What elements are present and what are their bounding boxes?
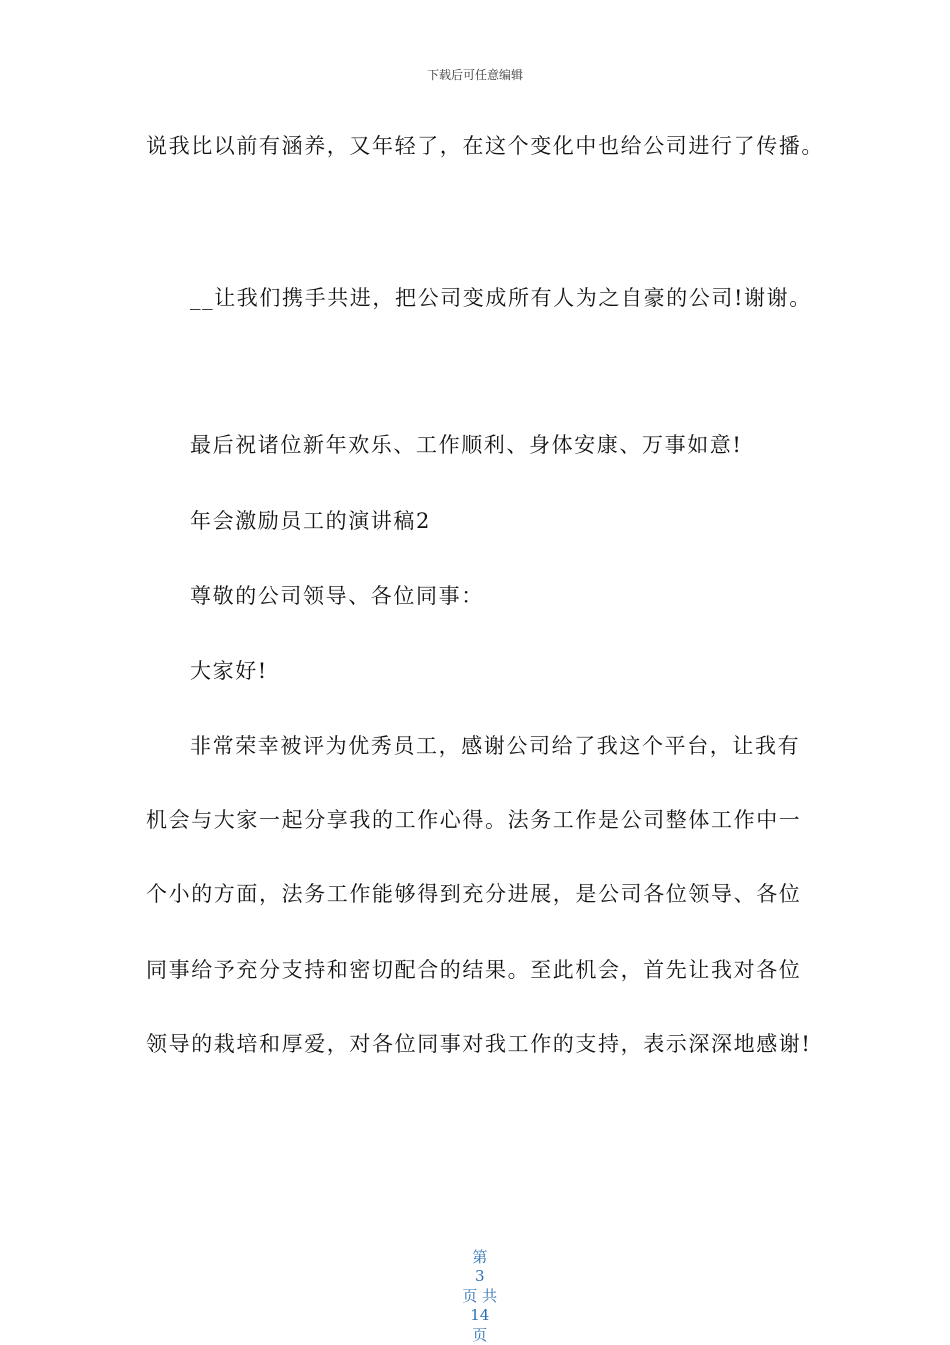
salutation: 尊敬的公司领导、各位同事： — [190, 584, 484, 608]
greeting: 大家好! — [190, 659, 268, 683]
footer-suffix: 页 — [472, 1326, 488, 1344]
footer-middle: 页 共 — [462, 1287, 498, 1305]
page-footer — [0, 1228, 950, 1345]
paragraph-line-1: 非常荣幸被评为优秀员工，感谢公司给了我这个平台，让我有 — [190, 734, 801, 758]
paragraph-2: __让我们携手共进，把公司变成所有人为之自豪的公司!谢谢。 — [190, 286, 812, 310]
paragraph-3: 最后祝诸位新年欢乐、工作顺利、身体安康、万事如意! — [190, 433, 743, 457]
footer-total-pages: 14 — [470, 1306, 490, 1324]
paragraph-line-2: 机会与大家一起分享我的工作心得。法务工作是公司整体工作中一 — [146, 808, 802, 832]
paragraph-line-4: 同事给予充分支持和密切配合的结果。至此机会，首先让我对各位 — [146, 958, 802, 982]
footer-prefix: 第 — [472, 1248, 488, 1266]
footer-current-page: 3 — [474, 1267, 485, 1285]
page-header-note: 下载后可任意编辑 — [426, 68, 523, 82]
paragraph-1: 说我比以前有涵养，又年轻了，在这个变化中也给公司进行了传播。 — [146, 134, 824, 158]
paragraph-line-3: 个小的方面，法务工作能够得到充分进展，是公司各位领导、各位 — [146, 882, 802, 906]
paragraph-line-5: 领导的栽培和厚爱，对各位同事对我工作的支持，表示深深地感谢! — [146, 1032, 812, 1056]
section-title: 年会激励员工的演讲稿2 — [190, 509, 431, 533]
